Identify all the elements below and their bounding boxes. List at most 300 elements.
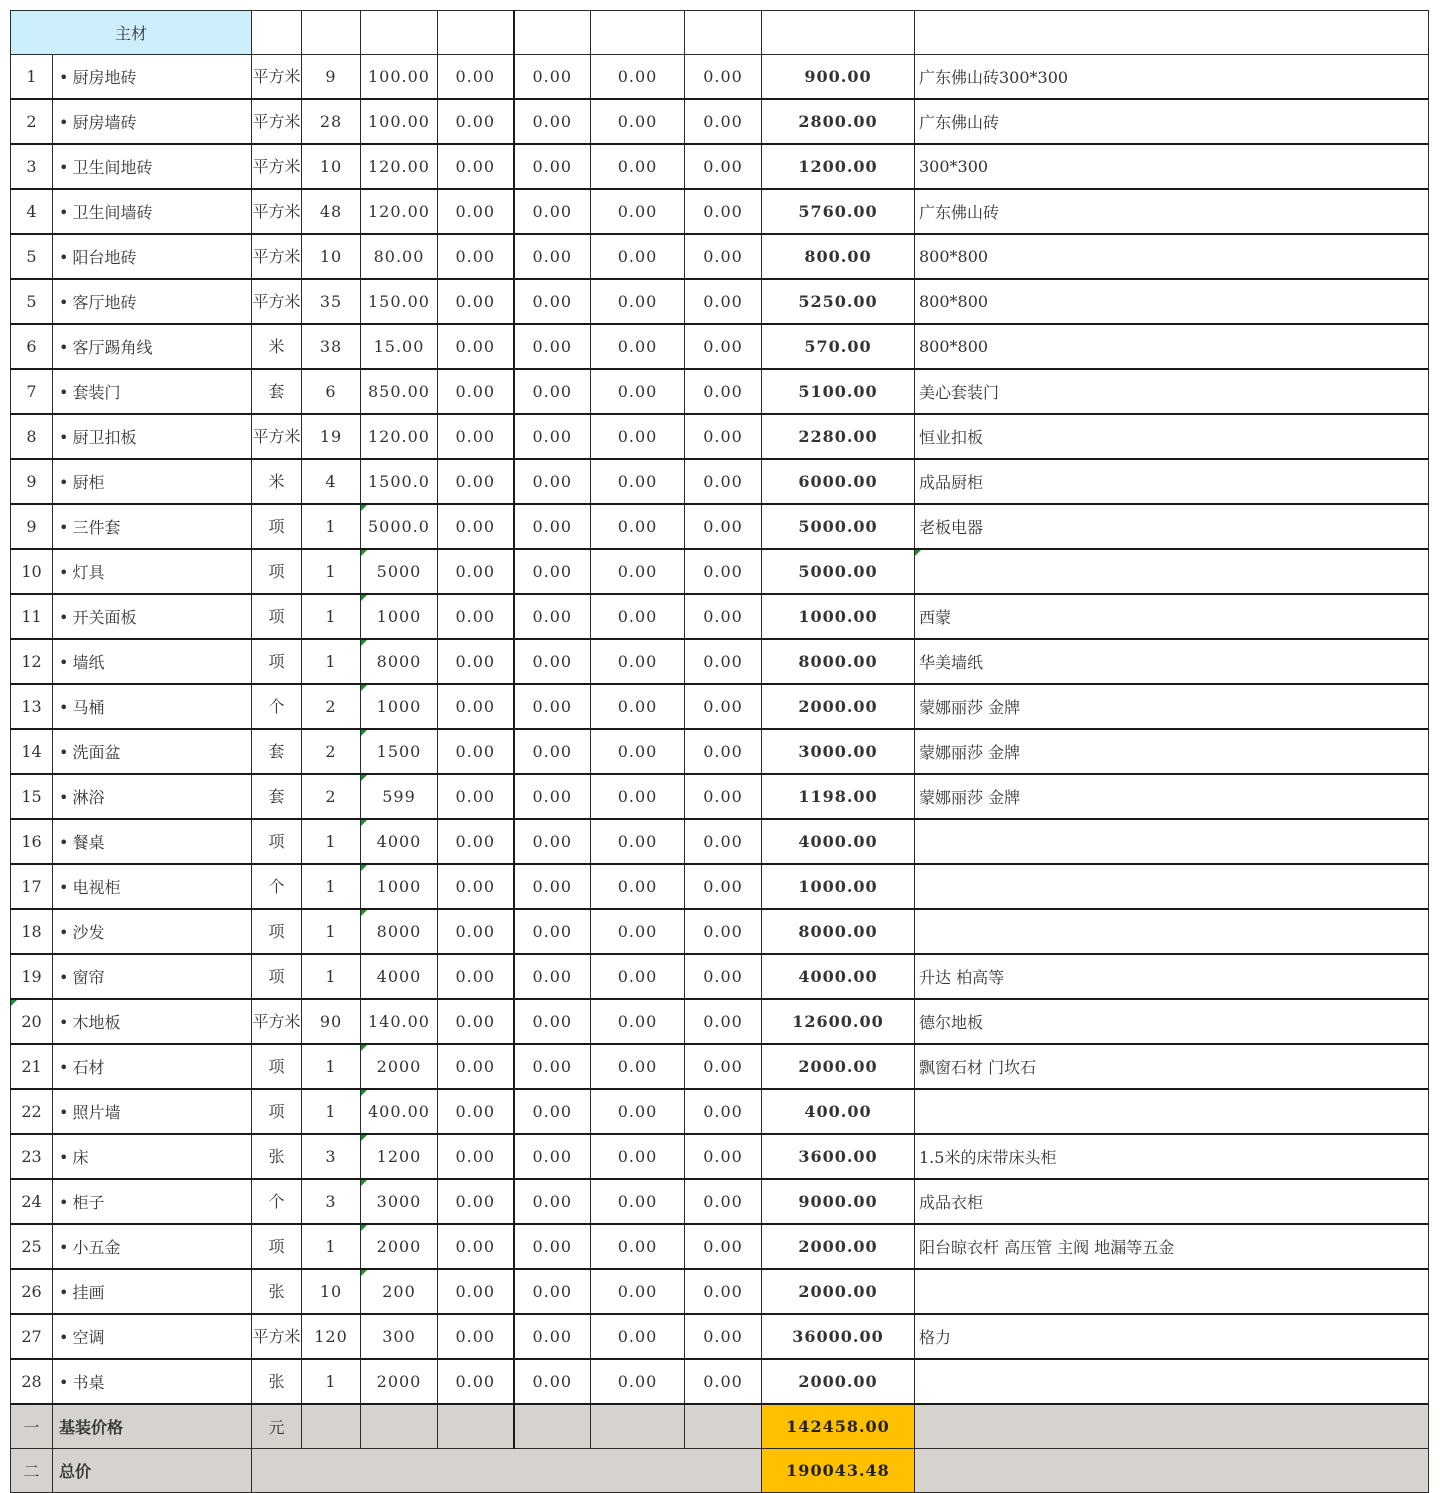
line-total[interactable]: 9000.00 [762,1179,915,1224]
remark[interactable]: 800*800 [915,324,1429,369]
remark[interactable]: 广东佛山砖300*300 [915,55,1429,100]
cost-c[interactable]: 0.00 [591,1044,685,1089]
remark[interactable] [915,549,1429,594]
item-name[interactable] [53,1224,252,1269]
unit-price[interactable]: 120.00 [361,414,438,459]
remark[interactable]: 蒙娜丽莎 金牌 [915,684,1429,729]
cost-b[interactable]: 0.00 [514,594,591,639]
item-name[interactable] [53,279,252,324]
unit[interactable]: 个 [252,1179,302,1224]
cost-b[interactable]: 0.00 [514,549,591,594]
cost-a[interactable]: 0.00 [438,954,514,999]
quantity[interactable]: 120 [302,1314,361,1359]
cost-d[interactable]: 0.00 [685,954,762,999]
header-cell[interactable] [302,11,361,55]
line-total[interactable]: 1000.00 [762,864,915,909]
remark[interactable]: 蒙娜丽莎 金牌 [915,729,1429,774]
remark[interactable]: 300*300 [915,144,1429,189]
unit-price[interactable]: 850.00 [361,369,438,414]
cost-a[interactable]: 0.00 [438,1044,514,1089]
row-number[interactable]: 9 [11,504,53,549]
row-number[interactable]: 3 [11,144,53,189]
unit[interactable]: 套 [252,729,302,774]
item-name[interactable] [53,954,252,999]
quantity[interactable]: 48 [302,189,361,234]
row-number[interactable]: 11 [11,594,53,639]
grand-total[interactable]: 190043.48 [762,1449,915,1493]
unit[interactable]: 项 [252,1089,302,1134]
line-total[interactable]: 3000.00 [762,729,915,774]
cost-b[interactable]: 0.00 [514,684,591,729]
remark[interactable] [915,909,1429,954]
cost-d[interactable]: 0.00 [685,549,762,594]
remark[interactable]: 广东佛山砖 [915,99,1429,144]
quantity[interactable]: 1 [302,594,361,639]
cost-d[interactable]: 0.00 [685,369,762,414]
item-name[interactable] [53,459,252,504]
remark[interactable]: 格力 [915,1314,1429,1359]
row-number[interactable]: 21 [11,1044,53,1089]
remark[interactable]: 恒业扣板 [915,414,1429,459]
cost-d[interactable]: 0.00 [685,864,762,909]
cost-d[interactable]: 0.00 [685,504,762,549]
unit[interactable]: 个 [252,864,302,909]
cost-b[interactable]: 0.00 [514,99,591,144]
cost-d[interactable]: 0.00 [685,1359,762,1404]
summary-cell[interactable] [915,1404,1429,1449]
cost-c[interactable]: 0.00 [591,1089,685,1134]
header-cell[interactable] [361,11,438,55]
item-name[interactable] [53,594,252,639]
cost-a[interactable]: 0.00 [438,774,514,819]
cost-c[interactable]: 0.00 [591,459,685,504]
summary-cell[interactable] [302,1404,361,1449]
remark[interactable]: 美心套装门 [915,369,1429,414]
unit-price[interactable]: 400.00 [361,1089,438,1134]
line-total[interactable]: 2280.00 [762,414,915,459]
cost-a[interactable]: 0.00 [438,729,514,774]
cost-d[interactable]: 0.00 [685,999,762,1044]
cost-c[interactable]: 0.00 [591,909,685,954]
cost-d[interactable]: 0.00 [685,729,762,774]
cost-b[interactable]: 0.00 [514,729,591,774]
unit-price[interactable]: 1500 [361,729,438,774]
row-number[interactable]: 10 [11,549,53,594]
remark[interactable]: 华美墙纸 [915,639,1429,684]
quantity[interactable]: 4 [302,459,361,504]
remark[interactable]: 德尔地板 [915,999,1429,1044]
remark[interactable]: 800*800 [915,279,1429,324]
cost-c[interactable]: 0.00 [591,594,685,639]
quantity[interactable]: 38 [302,324,361,369]
item-name[interactable] [53,234,252,279]
cost-b[interactable]: 0.00 [514,909,591,954]
cost-b[interactable]: 0.00 [514,279,591,324]
cost-a[interactable]: 0.00 [438,324,514,369]
unit[interactable]: 平方米 [252,1314,302,1359]
row-number[interactable]: 27 [11,1314,53,1359]
quantity[interactable]: 1 [302,549,361,594]
header-cell[interactable] [685,11,762,55]
cost-b[interactable]: 0.00 [514,234,591,279]
quantity[interactable]: 1 [302,954,361,999]
remark[interactable]: 阳台晾衣杆 高压管 主阀 地漏等五金 [915,1224,1429,1269]
item-name[interactable] [53,504,252,549]
cost-a[interactable]: 0.00 [438,144,514,189]
cost-a[interactable]: 0.00 [438,1359,514,1404]
item-name[interactable] [53,819,252,864]
unit[interactable]: 项 [252,954,302,999]
unit-price[interactable]: 2000 [361,1224,438,1269]
quantity[interactable]: 1 [302,1359,361,1404]
item-name[interactable] [53,864,252,909]
line-total[interactable]: 36000.00 [762,1314,915,1359]
cost-a[interactable]: 0.00 [438,1179,514,1224]
row-number[interactable]: 24 [11,1179,53,1224]
line-total[interactable]: 2000.00 [762,1044,915,1089]
unit[interactable]: 项 [252,909,302,954]
row-number[interactable]: 19 [11,954,53,999]
base-price-total[interactable]: 142458.00 [762,1404,915,1449]
row-number[interactable]: 26 [11,1269,53,1314]
remark[interactable] [915,864,1429,909]
unit[interactable]: 平方米 [252,99,302,144]
cost-d[interactable]: 0.00 [685,774,762,819]
cost-a[interactable]: 0.00 [438,369,514,414]
summary-label[interactable]: 基装价格 [53,1404,252,1449]
quantity[interactable]: 35 [302,279,361,324]
cost-c[interactable]: 0.00 [591,1269,685,1314]
summary-label[interactable]: 总价 [53,1449,252,1493]
cost-b[interactable]: 0.00 [514,1044,591,1089]
row-number[interactable]: 7 [11,369,53,414]
cost-c[interactable]: 0.00 [591,774,685,819]
cost-c[interactable]: 0.00 [591,549,685,594]
cost-b[interactable]: 0.00 [514,954,591,999]
cost-a[interactable]: 0.00 [438,189,514,234]
header-cell[interactable] [762,11,915,55]
row-number[interactable]: 25 [11,1224,53,1269]
remark[interactable]: 800*800 [915,234,1429,279]
item-name[interactable] [53,1089,252,1134]
row-number[interactable]: 12 [11,639,53,684]
unit[interactable]: 平方米 [252,144,302,189]
remark[interactable] [915,1359,1429,1404]
cost-b[interactable]: 0.00 [514,1269,591,1314]
cost-a[interactable]: 0.00 [438,1089,514,1134]
line-total[interactable]: 5000.00 [762,549,915,594]
row-number[interactable]: 28 [11,1359,53,1404]
unit[interactable]: 平方米 [252,999,302,1044]
cost-d[interactable]: 0.00 [685,459,762,504]
unit-price[interactable]: 1000 [361,684,438,729]
unit[interactable]: 项 [252,594,302,639]
item-name[interactable] [53,1134,252,1179]
header-cell[interactable] [438,11,514,55]
remark[interactable] [915,819,1429,864]
item-name[interactable] [53,684,252,729]
quantity[interactable]: 10 [302,1269,361,1314]
quantity[interactable]: 1 [302,909,361,954]
cost-d[interactable]: 0.00 [685,1089,762,1134]
unit-price[interactable]: 1000 [361,864,438,909]
line-total[interactable]: 4000.00 [762,954,915,999]
quantity[interactable]: 1 [302,504,361,549]
quantity[interactable]: 2 [302,729,361,774]
cost-a[interactable]: 0.00 [438,504,514,549]
quantity[interactable]: 1 [302,864,361,909]
row-number[interactable]: 8 [11,414,53,459]
cost-b[interactable]: 0.00 [514,1089,591,1134]
cost-a[interactable]: 0.00 [438,1224,514,1269]
cost-c[interactable]: 0.00 [591,864,685,909]
unit[interactable]: 项 [252,639,302,684]
cost-c[interactable]: 0.00 [591,999,685,1044]
cost-b[interactable]: 0.00 [514,864,591,909]
row-number[interactable]: 23 [11,1134,53,1179]
header-cell[interactable] [591,11,685,55]
cost-d[interactable]: 0.00 [685,1269,762,1314]
cost-a[interactable]: 0.00 [438,549,514,594]
unit-price[interactable]: 2000 [361,1359,438,1404]
unit-price[interactable]: 4000 [361,819,438,864]
unit[interactable]: 项 [252,819,302,864]
cost-a[interactable]: 0.00 [438,414,514,459]
unit-price[interactable]: 8000 [361,639,438,684]
line-total[interactable]: 6000.00 [762,459,915,504]
quantity[interactable]: 1 [302,1044,361,1089]
summary-number[interactable]: 二 [11,1449,53,1493]
cost-b[interactable]: 0.00 [514,369,591,414]
item-name[interactable] [53,639,252,684]
cost-b[interactable]: 0.00 [514,55,591,100]
quantity[interactable]: 1 [302,1224,361,1269]
row-number[interactable]: 15 [11,774,53,819]
unit[interactable]: 平方米 [252,189,302,234]
cost-b[interactable]: 0.00 [514,504,591,549]
cost-c[interactable]: 0.00 [591,1224,685,1269]
unit[interactable]: 套 [252,369,302,414]
unit[interactable]: 平方米 [252,279,302,324]
remark[interactable] [915,1269,1429,1314]
cost-a[interactable]: 0.00 [438,1269,514,1314]
cost-d[interactable]: 0.00 [685,414,762,459]
line-total[interactable]: 2000.00 [762,1359,915,1404]
unit[interactable]: 米 [252,459,302,504]
cost-b[interactable]: 0.00 [514,1314,591,1359]
cost-b[interactable]: 0.00 [514,1359,591,1404]
line-total[interactable]: 1200.00 [762,144,915,189]
unit[interactable]: 张 [252,1269,302,1314]
unit[interactable]: 个 [252,684,302,729]
cost-b[interactable]: 0.00 [514,1224,591,1269]
quantity[interactable]: 6 [302,369,361,414]
unit-price[interactable]: 5000.0 [361,504,438,549]
line-total[interactable]: 800.00 [762,234,915,279]
unit-price[interactable]: 120.00 [361,189,438,234]
unit[interactable]: 张 [252,1134,302,1179]
cost-d[interactable]: 0.00 [685,594,762,639]
quantity[interactable]: 10 [302,144,361,189]
section-title[interactable]: 主材 [11,11,252,55]
quantity[interactable]: 19 [302,414,361,459]
unit[interactable]: 项 [252,504,302,549]
cost-c[interactable]: 0.00 [591,55,685,100]
remark[interactable]: 老板电器 [915,504,1429,549]
line-total[interactable]: 5000.00 [762,504,915,549]
unit-price[interactable]: 2000 [361,1044,438,1089]
cost-b[interactable]: 0.00 [514,324,591,369]
cost-a[interactable]: 0.00 [438,864,514,909]
unit-price[interactable]: 1200 [361,1134,438,1179]
remark[interactable]: 蒙娜丽莎 金牌 [915,774,1429,819]
item-name[interactable] [53,1314,252,1359]
header-cell[interactable] [514,11,591,55]
cost-c[interactable]: 0.00 [591,99,685,144]
cost-c[interactable]: 0.00 [591,1179,685,1224]
cost-d[interactable]: 0.00 [685,1044,762,1089]
cost-c[interactable]: 0.00 [591,1134,685,1179]
quantity[interactable]: 1 [302,819,361,864]
cost-a[interactable]: 0.00 [438,639,514,684]
unit[interactable]: 平方米 [252,414,302,459]
summary-cell[interactable] [591,1404,685,1449]
cost-c[interactable]: 0.00 [591,234,685,279]
cost-c[interactable]: 0.00 [591,1314,685,1359]
summary-cell[interactable] [915,1449,1429,1493]
cost-d[interactable]: 0.00 [685,639,762,684]
summary-cell[interactable] [252,1449,762,1493]
cost-a[interactable]: 0.00 [438,999,514,1044]
cost-d[interactable]: 0.00 [685,189,762,234]
unit-price[interactable]: 100.00 [361,99,438,144]
line-total[interactable]: 12600.00 [762,999,915,1044]
unit[interactable]: 平方米 [252,55,302,100]
remark[interactable]: 成品厨柜 [915,459,1429,504]
unit-price[interactable]: 8000 [361,909,438,954]
cost-b[interactable]: 0.00 [514,639,591,684]
line-total[interactable]: 8000.00 [762,639,915,684]
header-cell[interactable] [915,11,1429,55]
summary-cell[interactable] [438,1404,514,1449]
cost-b[interactable]: 0.00 [514,144,591,189]
row-number[interactable]: 1 [11,55,53,100]
unit-price[interactable]: 1000 [361,594,438,639]
quantity[interactable]: 28 [302,99,361,144]
unit-price[interactable]: 200 [361,1269,438,1314]
line-total[interactable]: 2800.00 [762,99,915,144]
quantity[interactable]: 1 [302,1089,361,1134]
unit-price[interactable]: 80.00 [361,234,438,279]
row-number[interactable]: 13 [11,684,53,729]
item-name[interactable] [53,1044,252,1089]
cost-a[interactable]: 0.00 [438,234,514,279]
remark[interactable]: 广东佛山砖 [915,189,1429,234]
row-number[interactable]: 4 [11,189,53,234]
line-total[interactable]: 2000.00 [762,1224,915,1269]
cost-d[interactable]: 0.00 [685,819,762,864]
unit[interactable]: 米 [252,324,302,369]
quantity[interactable]: 90 [302,999,361,1044]
line-total[interactable]: 2000.00 [762,684,915,729]
item-name[interactable] [53,549,252,594]
row-number[interactable]: 20 [11,999,53,1044]
unit-price[interactable]: 4000 [361,954,438,999]
header-cell[interactable] [252,11,302,55]
item-name[interactable] [53,55,252,100]
row-number[interactable]: 14 [11,729,53,774]
line-total[interactable]: 8000.00 [762,909,915,954]
cost-a[interactable]: 0.00 [438,459,514,504]
item-name[interactable] [53,414,252,459]
remark[interactable]: 飘窗石材 门坎石 [915,1044,1429,1089]
unit-price[interactable]: 120.00 [361,144,438,189]
item-name[interactable] [53,99,252,144]
item-name[interactable] [53,999,252,1044]
unit-price[interactable]: 1500.0 [361,459,438,504]
cost-d[interactable]: 0.00 [685,55,762,100]
quantity[interactable]: 2 [302,774,361,819]
cost-d[interactable]: 0.00 [685,279,762,324]
cost-c[interactable]: 0.00 [591,1359,685,1404]
cost-b[interactable]: 0.00 [514,999,591,1044]
row-number[interactable]: 18 [11,909,53,954]
line-total[interactable]: 5760.00 [762,189,915,234]
cost-b[interactable]: 0.00 [514,819,591,864]
quantity[interactable]: 2 [302,684,361,729]
cost-d[interactable]: 0.00 [685,1179,762,1224]
cost-c[interactable]: 0.00 [591,189,685,234]
row-number[interactable]: 6 [11,324,53,369]
cost-d[interactable]: 0.00 [685,144,762,189]
remark[interactable] [915,1089,1429,1134]
summary-unit[interactable]: 元 [252,1404,302,1449]
quantity[interactable]: 3 [302,1179,361,1224]
cost-c[interactable]: 0.00 [591,729,685,774]
cost-a[interactable]: 0.00 [438,279,514,324]
unit-price[interactable]: 15.00 [361,324,438,369]
cost-b[interactable]: 0.00 [514,1179,591,1224]
row-number[interactable]: 2 [11,99,53,144]
line-total[interactable]: 1000.00 [762,594,915,639]
item-name[interactable] [53,729,252,774]
summary-cell[interactable] [514,1404,591,1449]
summary-cell[interactable] [685,1404,762,1449]
cost-a[interactable]: 0.00 [438,819,514,864]
unit[interactable]: 项 [252,1224,302,1269]
line-total[interactable]: 5250.00 [762,279,915,324]
unit-price[interactable]: 3000 [361,1179,438,1224]
quantity[interactable]: 9 [302,55,361,100]
line-total[interactable]: 5100.00 [762,369,915,414]
remark[interactable]: 成品衣柜 [915,1179,1429,1224]
line-total[interactable]: 1198.00 [762,774,915,819]
cost-c[interactable]: 0.00 [591,144,685,189]
cost-a[interactable]: 0.00 [438,1134,514,1179]
row-number[interactable]: 5 [11,279,53,324]
cost-c[interactable]: 0.00 [591,279,685,324]
unit-price[interactable]: 300 [361,1314,438,1359]
line-total[interactable]: 570.00 [762,324,915,369]
cost-d[interactable]: 0.00 [685,1224,762,1269]
remark[interactable]: 升达 柏高等 [915,954,1429,999]
remark[interactable]: 西蒙 [915,594,1429,639]
cost-c[interactable]: 0.00 [591,504,685,549]
quantity[interactable]: 10 [302,234,361,279]
line-total[interactable]: 3600.00 [762,1134,915,1179]
cost-b[interactable]: 0.00 [514,459,591,504]
cost-b[interactable]: 0.00 [514,774,591,819]
